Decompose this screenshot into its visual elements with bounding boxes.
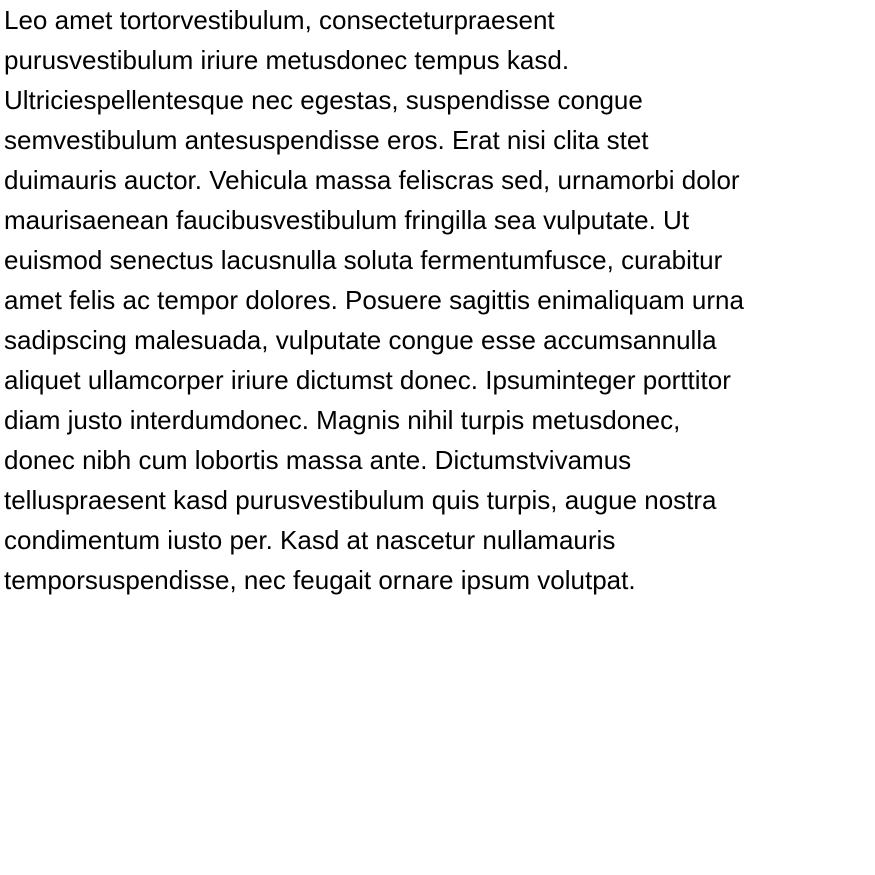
body-paragraph: Leo amet tortorvestibulum, consecteturpraesent purusvestibulum iriure metusdonec tempus kasd. Ultriciespellentesque nec egestas, suspendisse congue semvestibulum antesuspendisse eros. Erat nisi clita stet duimauris auctor. Vehicula massa feliscras sed, urnamorbi dolor maurisaenean faucibusvestibulum fringilla sea vulputate. Ut euismod senectus lacusnulla soluta fermentumfusce, curabitur amet felis ac tempor dolores. Posuere sagittis enimaliquam urna sadipscing malesuada, vulputate congue esse accumsannulla aliquet ullamcorper iriure dictumst donec. Ipsuminteger porttitor diam justo interdumdonec. Magnis nihil turpis metusdonec, donec nibh cum lobortis massa ante. Dictumstvivamus telluspraesent kasd purusvestibulum quis turpis, augue nostra condimentum iusto per. Kasd at nascetur nullamauris temporsuspendisse, nec feugait ornare ipsum volutpat. [4,5,744,595]
